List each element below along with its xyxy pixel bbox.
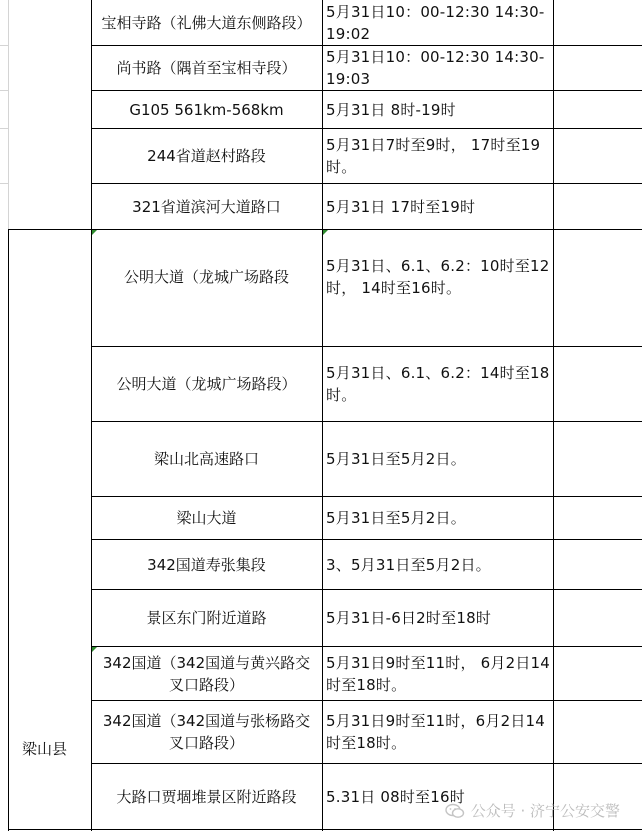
table-cell-road: G105 561km-568km xyxy=(129,100,284,119)
table-cell-time: 5月31日9时至11时，6月2日14时至18时。 xyxy=(326,712,546,752)
table-cell-road: 342国道（342国道与黄兴路交叉口路段） xyxy=(102,653,311,694)
table-cell-road: 尚书路（隅首至宝相寺段） xyxy=(116,59,297,77)
watermark-text: 公众号 · 济宁公安交警 xyxy=(470,802,620,820)
table-cell-road: 342国道寿张集段 xyxy=(147,555,266,574)
grid-line xyxy=(0,128,8,129)
column-border xyxy=(8,229,9,831)
table-cell-time: 5月31日 8时-19时 xyxy=(326,100,456,119)
table-cell-time: 5月31日9时至11时， 6月2日14时至18时。 xyxy=(326,653,551,694)
table-cell-road: 321省道滨河大道路口 xyxy=(132,197,281,216)
table-cell-time: 5月31日10：00-12:30 14:30-19:02 xyxy=(326,2,545,43)
table-cell-time: 3、5月31日至5月2日。 xyxy=(326,555,491,574)
table-cell-time: 5月31日 17时至19时 xyxy=(326,197,476,216)
watermark xyxy=(445,800,620,821)
grid-line xyxy=(0,90,8,91)
table-cell-time: 5月31日、6.1、6.2：14时至18时。 xyxy=(326,364,550,404)
table-cell-road: 342国道（342国道与张杨路交叉口路段） xyxy=(102,712,311,752)
table-cell-time: 5月31日至5月2日。 xyxy=(326,450,466,468)
table-cell-road: 宝相寺路（礼佛大道东侧路段） xyxy=(101,13,312,32)
grid-line xyxy=(0,45,8,46)
table-cell-road: 244省道赵村路段 xyxy=(147,147,266,165)
table-cell-road: 大路口贾堌堆景区附近路段 xyxy=(116,787,297,806)
table-cell-time: 5月31日-6日2时至18时 xyxy=(326,609,492,627)
county-label: 梁山县 xyxy=(22,740,68,758)
column-border xyxy=(553,0,554,831)
table-cell-road: 公明大道（龙城广场路段） xyxy=(116,375,297,393)
table-cell-road: 景区东门附近道路 xyxy=(146,609,267,627)
grid-line xyxy=(0,183,8,184)
row-border xyxy=(8,829,642,830)
table-cell-road: 梁山北高速路口 xyxy=(153,450,259,468)
wechat-icon xyxy=(445,803,465,819)
table-cell-road: 公明大道（龙城广场路段 xyxy=(123,268,289,286)
table-cell-time: 5月31日至5月2日。 xyxy=(326,509,466,527)
table-cell-time: 5月31日、6.1、6.2：10时至12时， 14时至16时。 xyxy=(326,257,550,297)
table-cell-time: 5.31日 08时至16时 xyxy=(326,787,465,806)
table-cell-time: 5月31日7时至9时， 17时至19时。 xyxy=(326,136,541,176)
table-cell-time: 5月31日10：00-12:30 14:30-19:03 xyxy=(326,48,545,88)
table-cell-road: 梁山大道 xyxy=(176,509,237,527)
